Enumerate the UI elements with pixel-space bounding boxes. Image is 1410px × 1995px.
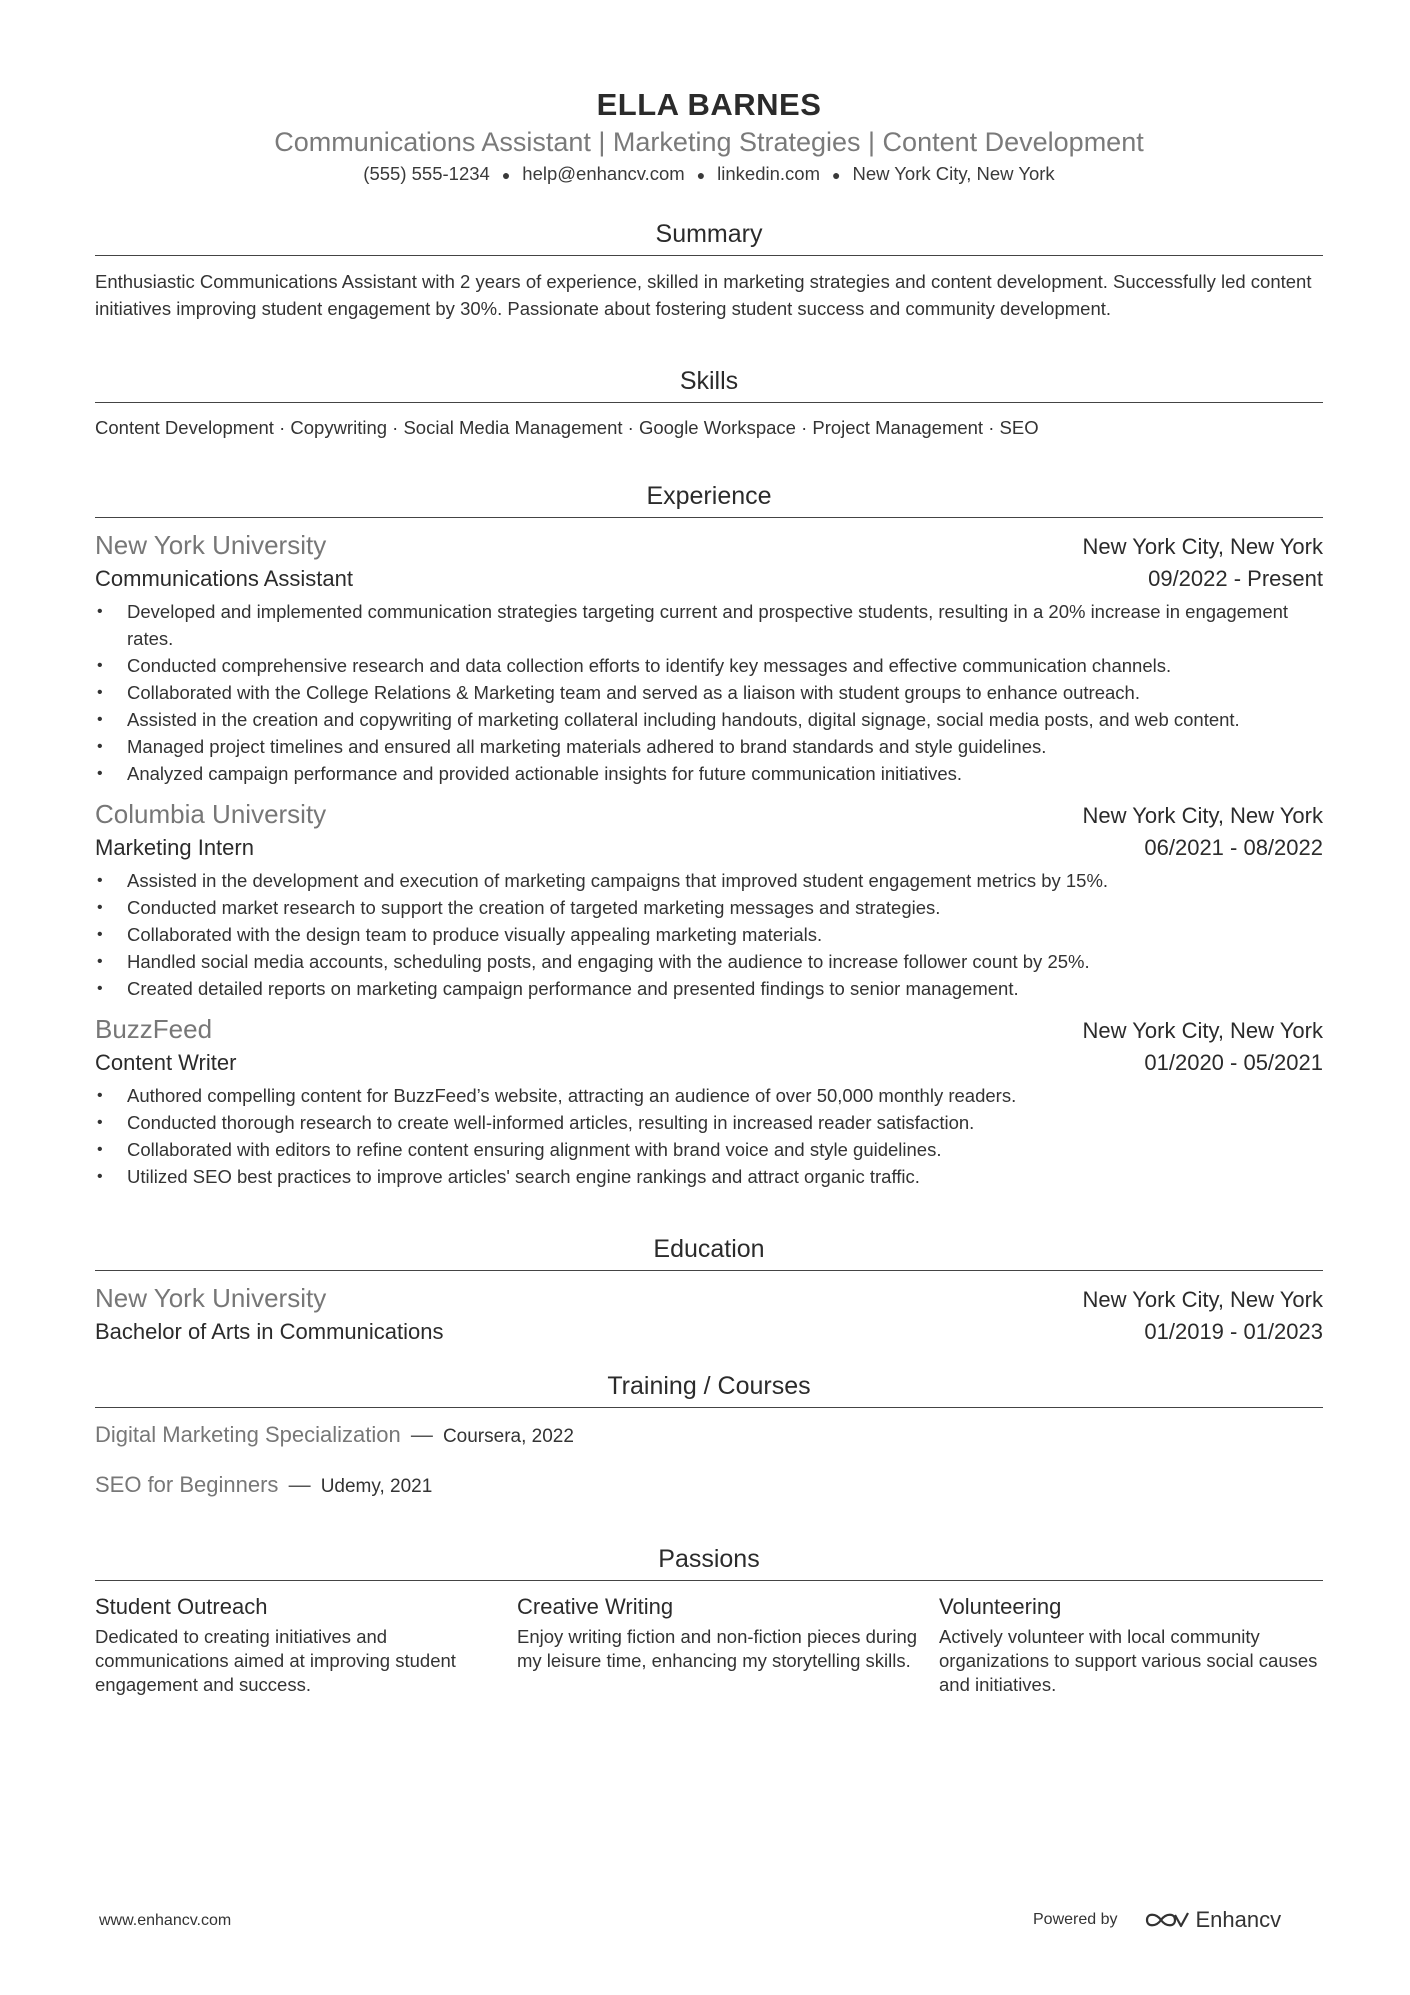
achievement-item: • Created detailed reports on marketing campaign performance and presented findings to senior management.	[95, 975, 1323, 1002]
experience-section	[95, 479, 1323, 1190]
achievement-item: • Managed project timelines and ensured all marketing materials adhered to brand standards and style guidelines.	[95, 733, 1323, 760]
achievement-item: • Collaborated with the design team to produce visually appealing marketing materials.	[95, 921, 1323, 948]
job-title: Content Writer	[95, 1050, 237, 1076]
job-dates: 09/2022 - Present	[1148, 566, 1323, 592]
section-title: Skills	[95, 364, 1323, 403]
experience-entry	[95, 1012, 1323, 1190]
section-title: Experience	[95, 479, 1323, 518]
passions-section	[95, 1542, 1323, 1697]
course-name: SEO for Beginners	[95, 1472, 279, 1498]
achievement-list	[95, 1082, 1323, 1190]
passion-title: Creative Writing	[517, 1594, 674, 1620]
school-location: New York City, New York	[1082, 1287, 1323, 1313]
education-section	[95, 1232, 1323, 1349]
passion-item	[517, 1591, 939, 1697]
candidate-headline: Communications Assistant | Marketing Strategies | Content Development	[274, 127, 1144, 157]
separator-dot: ●	[696, 167, 706, 184]
section-title: Education	[95, 1232, 1323, 1271]
course-separator: —	[288, 1472, 311, 1498]
footer-website-link[interactable]: www.enhancv.com	[99, 1912, 232, 1929]
course-provider: Coursera, 2022	[442, 1426, 574, 1448]
education-entry	[95, 1281, 1323, 1349]
contact-location: New York City, New York	[852, 163, 1055, 184]
section-title: Summary	[95, 217, 1323, 256]
achievement-item: • Conducted market research to support the creation of targeted marketing messages and strategies.	[95, 894, 1323, 921]
contact-phone: (555) 555-1234	[363, 163, 490, 184]
degree-name: Bachelor of Arts in Communications	[95, 1319, 444, 1345]
course-item	[95, 1470, 1323, 1502]
achievement-item: • Developed and implemented communication strategies targeting current and prospective students, resulting in a 20% increase in engagement rates.	[95, 598, 1323, 652]
course-item	[95, 1420, 1323, 1452]
achievement-item: • Authored compelling content for BuzzFeed’s website, attracting an audience of over 50,000 monthly readers.	[95, 1082, 1323, 1109]
contact-email[interactable]: help@enhancv.com	[522, 163, 685, 184]
achievement-list	[95, 598, 1323, 787]
job-location: New York City, New York	[1082, 1018, 1323, 1044]
passion-text: Enjoy writing fiction and non-fiction pieces during my leisure time, enhancing my storytelling skills.	[517, 1626, 918, 1672]
experience-entry	[95, 528, 1323, 787]
job-dates: 06/2021 - 08/2022	[1144, 835, 1323, 861]
course-separator: —	[410, 1422, 433, 1448]
school-name: New York University	[95, 1283, 327, 1314]
course-provider: Udemy, 2021	[320, 1476, 433, 1498]
course-name: Digital Marketing Specialization	[95, 1422, 401, 1448]
experience-entry	[95, 797, 1323, 1002]
brand-link[interactable]	[1144, 1907, 1282, 1933]
training-section	[95, 1369, 1323, 1502]
achievement-item: • Conducted comprehensive research and data collection efforts to identify key messages and effective communication channels.	[95, 652, 1323, 679]
passions-grid	[95, 1591, 1323, 1697]
section-title: Training / Courses	[95, 1369, 1323, 1408]
achievement-item: • Assisted in the development and execution of marketing campaigns that improved student engagement metrics by 15%.	[95, 867, 1323, 894]
skills-section	[95, 364, 1323, 441]
achievement-list	[95, 867, 1323, 1002]
achievement-item: • Conducted thorough research to create well-informed articles, resulting in increased reader satisfaction.	[95, 1109, 1323, 1136]
education-dates: 01/2019 - 01/2023	[1144, 1319, 1323, 1345]
achievement-item: • Handled social media accounts, scheduling posts, and engaging with the audience to increase follower count by 25%.	[95, 948, 1323, 975]
employer-name: BuzzFeed	[95, 1014, 213, 1045]
passion-text: Dedicated to creating initiatives and communications aimed at improving student engagement and success.	[95, 1626, 456, 1696]
achievement-item: • Analyzed campaign performance and provided actionable insights for future communication initiatives.	[95, 760, 1323, 787]
achievement-item: • Collaborated with editors to refine content ensuring alignment with brand voice and style guidelines.	[95, 1136, 1323, 1163]
employer-name: New York University	[95, 530, 327, 561]
job-location: New York City, New York	[1082, 803, 1323, 829]
separator-dot: ●	[832, 167, 841, 184]
passion-text: Actively volunteer with local community organizations to support various social causes and initiatives.	[939, 1626, 1318, 1696]
powered-by-label: Powered by	[1033, 1911, 1118, 1928]
job-location: New York City, New York	[1082, 534, 1323, 560]
summary-text: Enthusiastic Communications Assistant with 2 years of experience, skilled in marketing strategies and content development. Successfully led content initiatives improving student engagement by 30%. Passionate about fostering student success and community development.	[95, 271, 1312, 320]
achievement-item: • Utilized SEO best practices to improve articles' search engine rankings and attract organic traffic.	[95, 1163, 1323, 1190]
resume-page	[95, 88, 1323, 1697]
employer-name: Columbia University	[95, 799, 327, 830]
enhancv-logo-icon	[1144, 1909, 1190, 1931]
achievement-item: • Assisted in the creation and copywriting of marketing collateral including handouts, digital signage, social media posts, and web content.	[95, 706, 1323, 733]
resume-header	[95, 88, 1323, 187]
skills-list: Content Development · Copywriting · Social Media Management · Google Workspace · Project Management · SEO	[95, 417, 1039, 439]
candidate-name: ELLA BARNES	[596, 87, 822, 122]
footer-powered-by	[1033, 1907, 1281, 1933]
job-title: Marketing Intern	[95, 835, 254, 861]
separator-dot: ●	[501, 167, 511, 184]
summary-section	[95, 217, 1323, 322]
passion-title: Student Outreach	[95, 1594, 268, 1620]
passion-item	[95, 1591, 517, 1697]
section-title: Passions	[95, 1542, 1323, 1581]
job-dates: 01/2020 - 05/2021	[1144, 1050, 1323, 1076]
contact-linkedin[interactable]: linkedin.com	[717, 163, 820, 184]
contact-line	[95, 162, 1323, 187]
passion-title: Volunteering	[939, 1594, 1062, 1620]
passion-item	[939, 1591, 1323, 1697]
achievement-item: • Collaborated with the College Relations & Marketing team and served as a liaison with student groups to enhance outreach.	[95, 679, 1323, 706]
job-title: Communications Assistant	[95, 566, 353, 592]
brand-name: Enhancv	[1195, 1907, 1282, 1932]
